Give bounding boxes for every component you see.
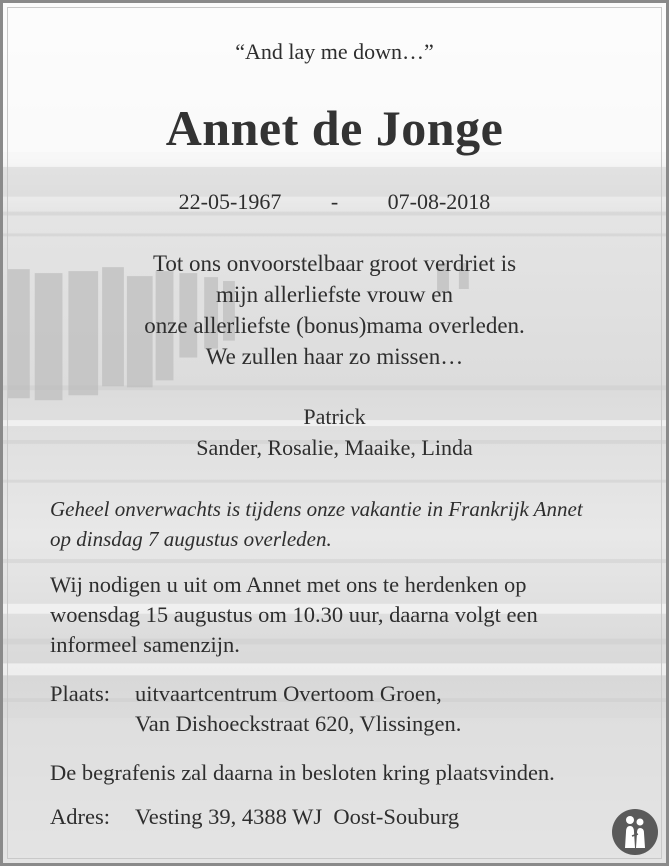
invite-line: woensdag 15 augustus om 10.30 uur, daarna volgt een [50, 602, 538, 627]
message-line: We zullen haar zo missen… [205, 344, 464, 369]
invite-line: informeel samenzijn. [50, 632, 240, 657]
place-indent [50, 709, 135, 739]
death-date: 07-08-2018 [387, 189, 491, 214]
figures-logo-icon [611, 808, 659, 856]
place-block [50, 679, 640, 739]
message-line: onze allerliefste (bonus)mama overleden. [144, 313, 525, 338]
address-text: Vesting 39, 4388 WJ Oost-Souburg [135, 804, 460, 829]
italic-line: Geheel onverwachts is tijdens onze vakantie in Frankrijk Annet [50, 497, 583, 521]
family-line: Sander, Rosalie, Maaike, Linda [196, 435, 473, 460]
place-line: uitvaartcentrum Overtoom Groen, [135, 681, 442, 706]
funeral-text: De begrafenis zal daarna in besloten kring plaatsvinden. [50, 760, 555, 785]
place-line: Van Dishoeckstraat 620, Vlissingen. [135, 711, 462, 736]
quote: “And lay me down…” [235, 39, 434, 64]
address-label: Adres: [50, 804, 110, 829]
place-label: Plaats: [50, 681, 110, 706]
obituary-content [3, 3, 666, 863]
italic-line: op dinsdag 7 augustus overleden. [50, 527, 332, 551]
family-line: Patrick [303, 404, 366, 429]
message-line: Tot ons onvoorstelbaar groot verdriet is [152, 251, 517, 276]
deceased-name: Annet de Jonge [165, 100, 504, 156]
invite-line: Wij nodigen u uit om Annet met ons te herdenken op [50, 572, 527, 597]
date-separator: - [330, 189, 339, 214]
announcement-italic [50, 494, 640, 554]
invitation [50, 570, 640, 660]
message-line: mijn allerliefste vrouw en [216, 282, 453, 307]
message [3, 248, 666, 372]
birth-date: 22-05-1967 [178, 189, 282, 214]
family-signature [3, 401, 666, 463]
dates [3, 189, 666, 215]
address-block [50, 802, 640, 832]
